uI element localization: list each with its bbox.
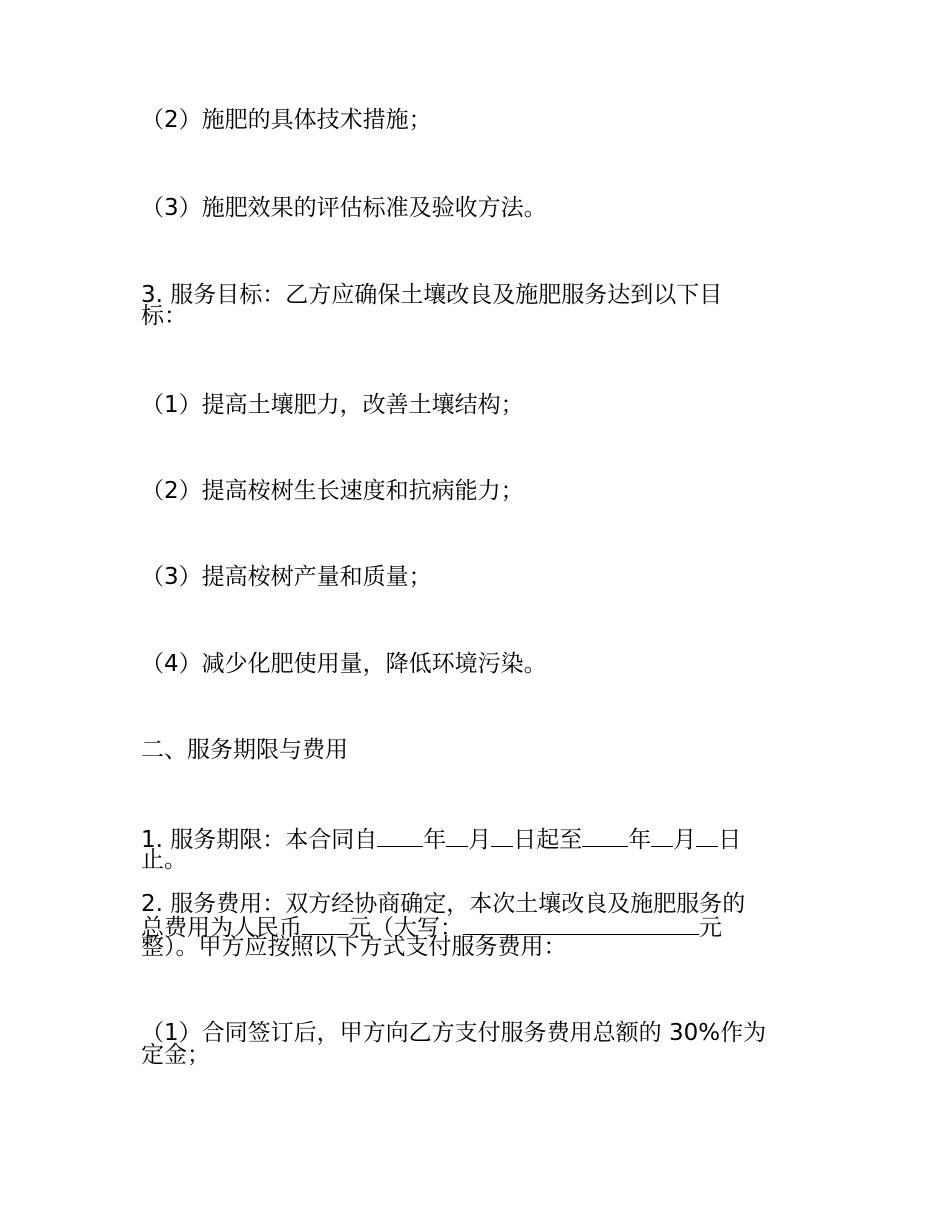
year-label: 年 — [423, 827, 447, 853]
start-day-blank — [491, 826, 513, 847]
start-month-blank — [446, 826, 468, 847]
end-month-blank — [651, 826, 673, 847]
paragraph-service-goals: 3. 服务目标：乙方应确保土壤改良及施肥服务达到以下目 — [141, 282, 723, 308]
year-label-2: 年 — [628, 827, 652, 853]
paragraph-deposit-cont: 定金； — [141, 1042, 210, 1068]
end-day-blank — [696, 826, 718, 847]
paragraph-goal-growth: （2）提高桉树生长速度和抗病能力； — [141, 478, 524, 504]
term-intro-text: 1. 服务期限：本合同自 — [141, 827, 378, 853]
fee-capital-label: 元（大写： — [348, 915, 463, 941]
paragraph-service-fee-payment: 整）。甲方应按照以下方式支付服务费用： — [141, 934, 567, 960]
fee-yuan-label: 元 — [699, 915, 722, 941]
paragraph-service-term-cont: 止。 — [141, 847, 187, 873]
paragraph-service-goals-cont: 标： — [141, 303, 187, 329]
paragraph-goal-yield: （3）提高桉树产量和质量； — [141, 564, 432, 590]
paragraph-service-term — [141, 826, 741, 852]
paragraph-goal-soil-fertility: （1）提高土壤肥力，改善土壤结构； — [141, 392, 524, 418]
fee-amount-blank — [302, 914, 348, 935]
end-year-blank — [582, 826, 628, 847]
day-to-label: 日起至 — [513, 827, 583, 853]
month-label: 月 — [468, 827, 492, 853]
paragraph-deposit: （1）合同签订后，甲方向乙方支付服务费用总额的 30%作为 — [141, 1020, 767, 1046]
fee-total-label: 总费用为人民币 — [141, 915, 302, 941]
section-heading-term-and-fees: 二、服务期限与费用 — [141, 737, 348, 763]
day-label-2: 日 — [718, 827, 742, 853]
start-year-blank — [377, 826, 423, 847]
paragraph-acceptance-method: （3）施肥效果的评估标准及验收方法。 — [141, 195, 547, 221]
paragraph-fertilization-measures: （2）施肥的具体技术措施； — [141, 107, 432, 133]
fee-capital-blank — [463, 914, 699, 935]
month-label-2: 月 — [673, 827, 697, 853]
paragraph-service-fee: 2. 服务费用：双方经协商确定，本次土壤改良及施肥服务的 — [141, 891, 746, 917]
paragraph-goal-reduce-fertilizer: （4）减少化肥使用量，降低环境污染。 — [141, 651, 547, 677]
